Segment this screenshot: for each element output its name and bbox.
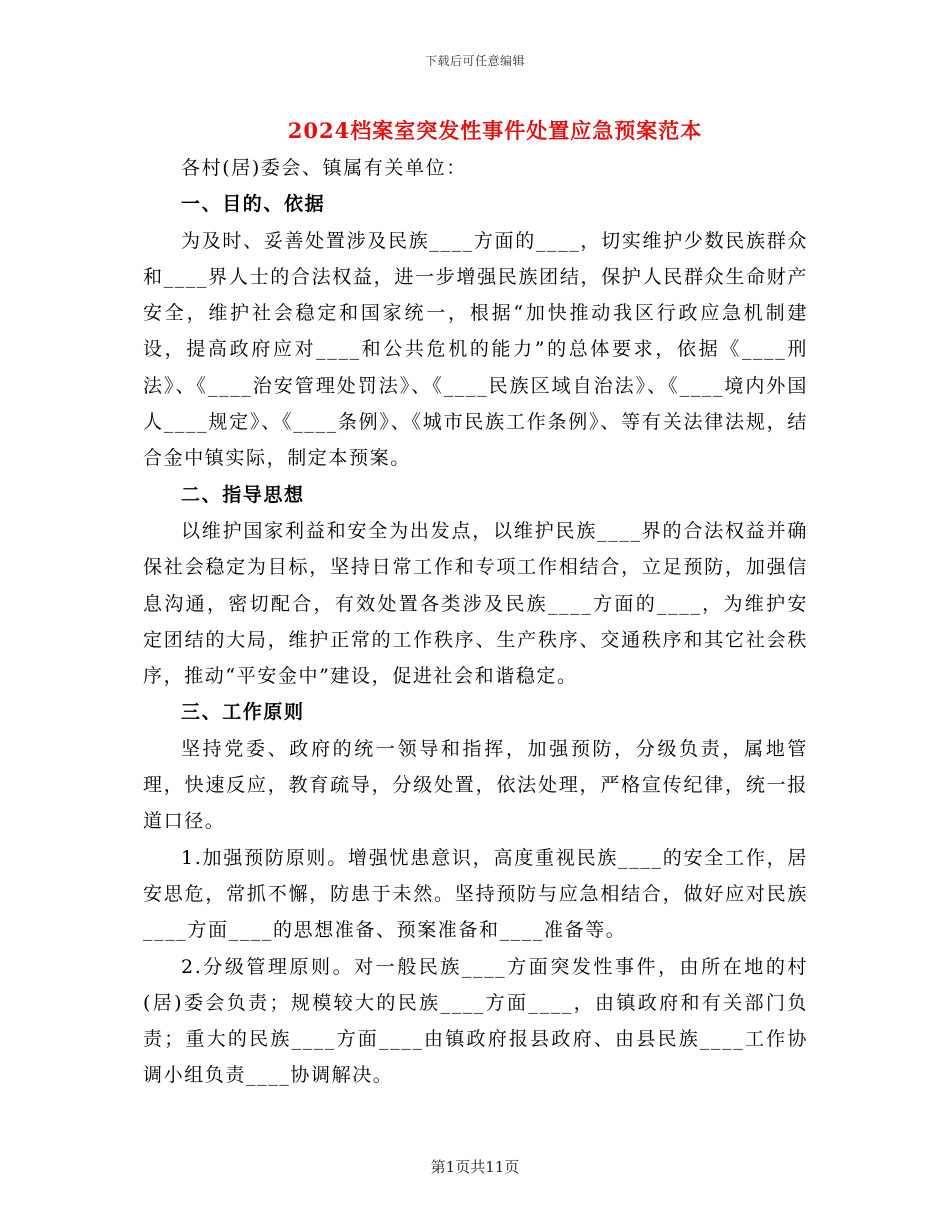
section-paragraph: 2.分级管理原则。对一般民族____方面突发性事件，由所在地的村(居)委会负责；规模较大的民族____方面____，由镇政府和有关部门负责；重大的民族____方面____由镇政府报县政府、由县民族____工作协调小组负责____协调解决。 [143,955,808,1087]
section-paragraph: 1.加强预防原则。增强忧患意识，高度重视民族____的安全工作，居安思危，常抓不懈，防患于未然。坚持预防与应急相结合，做好应对民族____方面____的思想准备、预案准备和____准备等。 [143,846,808,942]
section-heading-purpose: 一、目的、依据 [181,193,326,216]
section-heading-work-principles: 三、工作原则 [181,701,305,724]
section-paragraph: 为及时、妥善处置涉及民族____方面的____，切实维护少数民族群众和____界人士的合法权益，进一步增强民族团结，保护人民群众生命财产安全，维护社会稳定和国家统一，根据“加快推动我区行政应急机制建设，提高政府应对____和公共危机的能力”的总体要求，依据《____刑法》、《____治安管理处罚法》、《____民族区域自治法》、《____境内外国人____规定》、《____条例》、《城市民族工作条例》、等有关法律法规，结合金中镇实际，制定本预案。 [143,229,808,470]
document-title: 2024档案室突发性事件处置应急预案范本 [287,118,703,143]
section-paragraph: 以维护国家利益和安全为出发点，以维护民族____界的合法权益并确保社会稳定为目标，坚持日常工作和专项工作相结合，立足预防，加强信息沟通，密切配合，有效处置各类涉及民族____方面的____，为维护安定团结的大局，维护正常的工作秩序、生产秩序、交通秩序和其它社会秩序，推动“平安金中”建设，促进社会和谐稳定。 [143,519,808,688]
page-number-footer: 第1页共11页 [430,1158,520,1176]
section-paragraph: 坚持党委、政府的统一领导和指挥，加强预防，分级负责，属地管理，快速反应，教育疏导，分级处置，依法处理，严格宣传纪律，统一报道口径。 [143,737,808,833]
section-heading-guiding-ideology: 二、指导思想 [181,483,305,506]
salutation: 各村(居)委会、镇属有关单位： [181,157,467,179]
document-body [143,150,808,1094]
header-note: 下载后可任意编辑 [424,54,525,68]
